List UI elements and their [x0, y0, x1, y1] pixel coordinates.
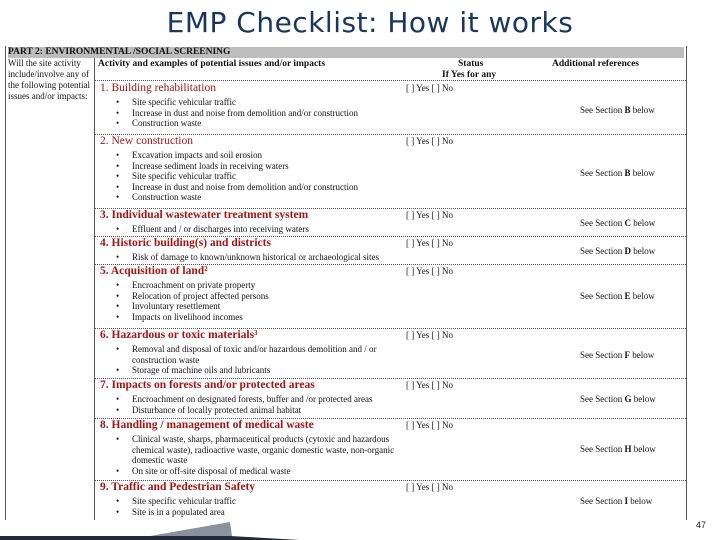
checklist-document [5, 46, 687, 520]
impact-list [116, 344, 406, 376]
section-title: 1. Building rehabilitation [100, 82, 216, 94]
activity-column-header: Activity and examples of potential issues and/or impacts [98, 59, 326, 69]
section-reference: See Section G below [580, 394, 656, 404]
footer-decoration [0, 516, 310, 540]
slide-title: EMP Checklist: How it works [166, 6, 574, 39]
screening-question: Will the site activity include/involve any of the following potential issues and/or impacts: [8, 58, 90, 101]
section-building-rehabilitation [96, 83, 686, 135]
impact-item: • Increase in dust and noise from demolition and/or construction [116, 108, 406, 119]
status-checkboxes[interactable]: [ ] Yes [ ] No [406, 380, 453, 390]
impact-item: • Site specific vehicular traffic [116, 97, 406, 108]
section-historic-buildings [96, 238, 686, 264]
section-new-construction [96, 136, 686, 208]
impact-item: • Excavation impacts and soil erosion [116, 150, 406, 161]
impact-item: • Site specific vehicular traffic [116, 171, 406, 182]
section-wastewater-treatment [96, 210, 686, 236]
impact-item: • Site specific vehicular traffic [116, 496, 406, 507]
section-reference: See Section E below [580, 291, 655, 301]
impact-item: • Storage of machine oils and lubricants [116, 365, 406, 376]
impact-item: • Effluent and / or discharges into receiving waters [116, 224, 406, 235]
page-number: 47 [695, 520, 706, 530]
section-title: 2. New construction [100, 135, 193, 147]
impact-item: • Increase sediment loads in receiving waters [116, 161, 406, 172]
column-divider [94, 58, 95, 520]
impact-item: • Encroachment on designated forests, buffer and /or protected areas [116, 394, 406, 405]
impact-item: • Clinical waste, sharps, pharmaceutical products (cytoxic and hazardous chemical waste), radioactive waste, organic domestic waste, non-organic domestic waste [116, 434, 406, 466]
impact-item: • Construction waste [116, 118, 406, 129]
impact-list [116, 496, 406, 517]
impact-list [116, 434, 406, 476]
section-land-acquisition [96, 266, 686, 328]
row-divider [94, 80, 686, 81]
part-header: PART 2: ENVIRONMENTAL /SOCIAL SCREENING [8, 47, 684, 58]
impact-item: • Encroachment on private property [116, 280, 406, 291]
section-title: 9. Traffic and Pedestrian Safety [100, 481, 256, 493]
section-reference: See Section D below [580, 246, 656, 256]
section-title: 7. Impacts on forests and/or protected areas [100, 379, 315, 391]
impact-list [116, 252, 406, 263]
section-hazardous-materials [96, 330, 686, 378]
impact-item: • Risk of damage to known/unknown historical or archaeological sites [116, 252, 406, 263]
impact-list [116, 280, 406, 322]
impact-item: • Disturbance of locally protected animal habitat [116, 405, 406, 416]
status-checkboxes[interactable]: [ ] Yes [ ] No [406, 136, 453, 146]
status-checkboxes[interactable]: [ ] Yes [ ] No [406, 420, 453, 430]
impact-item: • Construction waste [116, 192, 406, 203]
impact-item: • Involuntary resettlement [116, 301, 406, 312]
status-column-header: Status [458, 59, 484, 69]
section-reference: See Section B below [580, 105, 655, 115]
impact-item: • Site is in a populated area [116, 507, 406, 518]
status-checkboxes[interactable]: [ ] Yes [ ] No [406, 266, 453, 276]
section-title: 5. Acquisition of land² [100, 265, 208, 277]
section-forests-protected-areas [96, 380, 686, 418]
section-reference: See Section I below [580, 496, 653, 506]
section-medical-waste [96, 420, 686, 480]
status-checkboxes[interactable]: [ ] Yes [ ] No [406, 482, 453, 492]
impact-item: • Increase in dust and noise from demolition and/or construction [116, 182, 406, 193]
section-reference: See Section B below [580, 168, 655, 178]
impact-list [116, 394, 406, 415]
impact-item: • On site or off-site disposal of medical waste [116, 466, 406, 477]
impact-list [116, 97, 406, 129]
status-checkboxes[interactable]: [ ] Yes [ ] No [406, 238, 453, 248]
status-column-subheader: If Yes for any [442, 70, 497, 80]
impact-list [116, 224, 406, 235]
impact-list [116, 150, 406, 203]
section-reference: See Section H below [580, 444, 656, 454]
section-title: 6. Hazardous or toxic materials³ [100, 329, 258, 341]
section-reference: See Section F below [580, 350, 655, 360]
section-title: 4. Historic building(s) and districts [100, 237, 271, 249]
status-checkboxes[interactable]: [ ] Yes [ ] No [406, 83, 453, 93]
section-traffic-pedestrian-safety [96, 482, 686, 520]
status-checkboxes[interactable]: [ ] Yes [ ] No [406, 210, 453, 220]
status-checkboxes[interactable]: [ ] Yes [ ] No [406, 330, 453, 340]
section-title: 3. Individual wastewater treatment system [100, 209, 309, 221]
impact-item: • Relocation of project affected persons [116, 291, 406, 302]
impact-item: • Removal and disposal of toxic and/or hazardous demolition and / or construction waste [116, 344, 406, 365]
section-title: 8. Handling / management of medical waste [100, 419, 314, 431]
impact-item: • Impacts on livelihood incomes [116, 312, 406, 323]
section-reference: See Section C below [580, 218, 656, 228]
references-column-header: Additional references [552, 59, 639, 69]
